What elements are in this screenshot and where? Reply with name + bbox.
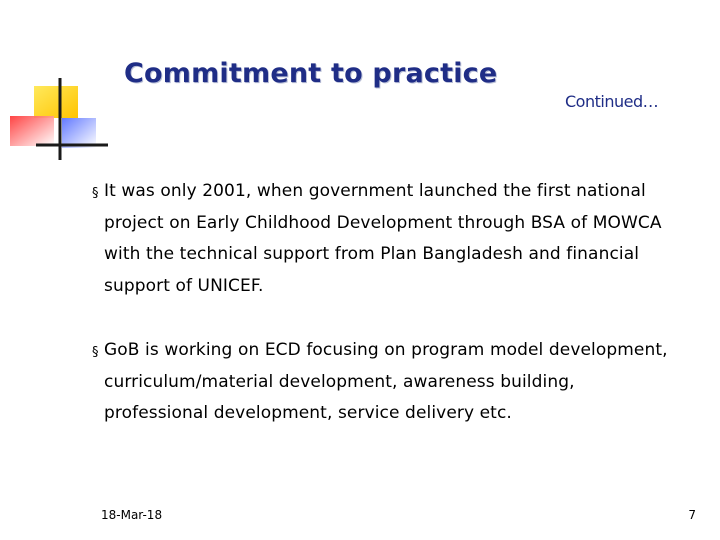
bullet-text: It was only 2001, when government launched the first national project on Early Childhood Development through BSA of MOWCA with the technical support from Plan Bangladesh and financial support of UNICEF. bbox=[104, 181, 662, 296]
logo-red-square bbox=[10, 116, 54, 146]
bullet-marker: § bbox=[92, 186, 99, 201]
slide-subtitle: Continued… bbox=[565, 92, 659, 111]
slide-logo-graphic bbox=[0, 0, 110, 170]
logo-yellow-square bbox=[34, 86, 78, 118]
bullet-marker: § bbox=[92, 345, 99, 360]
page-number: 7 bbox=[688, 508, 696, 522]
bullet-text: GoB is working on ECD focusing on program model development, curriculum/material development, awareness building, professional development, service delivery etc. bbox=[104, 340, 668, 423]
slide-title: Commitment to practice bbox=[124, 58, 498, 89]
footer-date: 18-Mar-18 bbox=[101, 508, 163, 522]
